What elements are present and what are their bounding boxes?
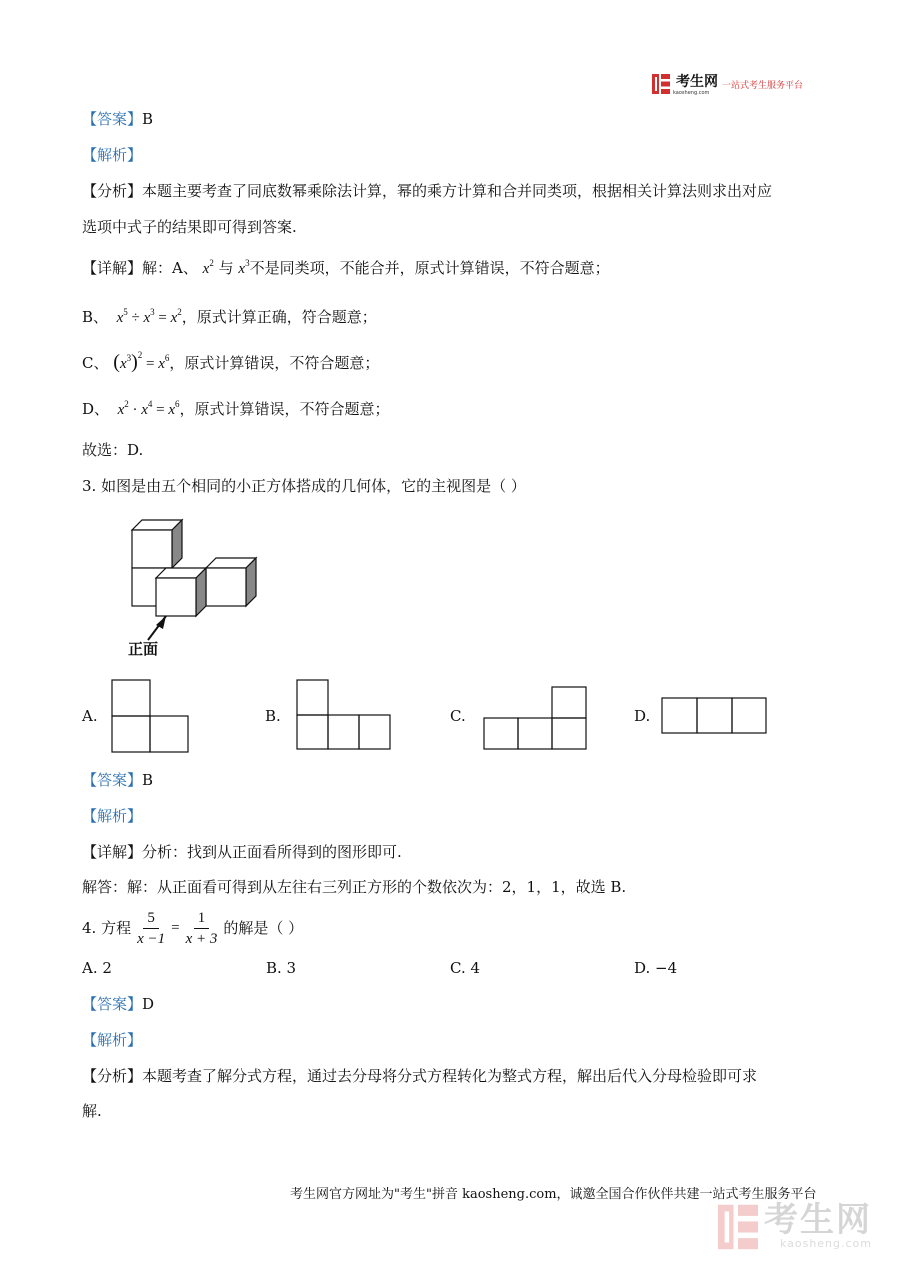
option-b-figure[interactable] xyxy=(295,678,393,752)
fenxi-text: 本题考查了解分式方程，通过去分母将分式方程转化为整式方程，解出后代入分母检验即可求 xyxy=(142,1067,758,1085)
q4-fenxi-line1 xyxy=(82,1066,757,1086)
b-prefix: B、 xyxy=(82,308,109,326)
watermark-text: 考生网 xyxy=(764,1200,872,1240)
q2-detail-c xyxy=(82,352,379,374)
math-x2: $x^2$ xyxy=(202,258,214,277)
kaosheng-logo-icon xyxy=(652,74,670,94)
frac1-den: x −1 xyxy=(137,930,166,947)
fenxi-tag: 【分析】 xyxy=(82,182,143,200)
header-logo xyxy=(652,72,803,96)
q2-detail-b xyxy=(82,307,377,328)
frac2-num: 1 xyxy=(194,908,210,929)
q4-stem-suffix: 的解是（ ） xyxy=(223,919,304,937)
frac2-den: x + 3 xyxy=(185,930,218,947)
q2-analysis-tag: 【解析】 xyxy=(82,146,143,164)
q4-fraction-left xyxy=(133,908,169,949)
math-b-expr: $x^5 \div x^3 = x^2$ xyxy=(112,307,182,326)
footer-text: 考生网官方网址为"考生"拼音 kaosheng.com，诚邀全国合作伙伴共建一站式考生服务平台 xyxy=(290,1187,817,1202)
c-prefix: C、 xyxy=(82,354,109,372)
b-suffix: ，原式计算正确，符合题意； xyxy=(181,308,377,326)
answer-value: B xyxy=(142,110,154,128)
answer-value: B xyxy=(142,771,154,789)
fenxi-text: 本题主要考查了同底数幂乘除法计算，幂的乘方计算和合并同类项，根据相关计算法则求出对应 xyxy=(142,182,773,200)
q2-detail-d xyxy=(82,399,390,420)
c-suffix: ，原式计算错误，不符合题意； xyxy=(169,354,380,372)
logo-text: 考生网 xyxy=(676,74,718,90)
q2-detail-a xyxy=(82,258,610,279)
math-c-expr: $(x^3)^2 = x^6$ xyxy=(113,350,170,373)
option-a-figure[interactable] xyxy=(110,678,192,754)
answer-tag: 【答案】 xyxy=(82,995,143,1013)
option-c-figure[interactable] xyxy=(482,685,590,753)
cube-figure xyxy=(120,512,270,662)
logo-slogan: 一站式考生服务平台 xyxy=(722,80,804,91)
q3-solution: 解答：解：从正面看可得到从左往右三列正方形的个数依次为：2，1，1，故选 B. xyxy=(82,878,627,896)
q3-option-c-label[interactable]: C. xyxy=(450,707,466,725)
q4-option-c[interactable]: C. 4 xyxy=(450,959,481,977)
q3-analysis-tag: 【解析】 xyxy=(82,807,143,825)
math-d-expr: $x^2 \cdot x^4 = x^6$ xyxy=(113,399,180,418)
d-prefix: D、 xyxy=(82,400,110,418)
frac1-num: 5 xyxy=(143,908,159,929)
detail-a-mid: 与 xyxy=(218,259,234,277)
detail-text: 分析：找到从正面看所得到的图形即可. xyxy=(142,843,402,861)
q4-stem-prefix: 4. 方程 xyxy=(82,919,132,937)
q4-fenxi-line2: 解. xyxy=(82,1102,102,1120)
q3-option-a-label[interactable]: A. xyxy=(82,707,98,725)
equals-sign: = xyxy=(171,920,180,936)
detail-a-suffix: 不是同类项，不能合并，原式计算错误，不符合题意； xyxy=(249,259,610,277)
logo-domain: kaosheng.com xyxy=(673,90,710,96)
q4-answer xyxy=(82,994,154,1014)
q4-option-d[interactable]: D. −4 xyxy=(634,959,678,977)
q2-fenxi-line2: 选项中式子的结果即可得到答案. xyxy=(82,218,297,236)
q4-option-b[interactable]: B. 3 xyxy=(266,959,297,977)
fenxi-tag: 【分析】 xyxy=(82,1067,143,1085)
answer-tag: 【答案】 xyxy=(82,771,143,789)
answer-tag: 【答案】 xyxy=(82,110,143,128)
q4-analysis-tag: 【解析】 xyxy=(82,1031,143,1049)
q4-fraction-right xyxy=(182,908,222,949)
q3-option-b-label[interactable]: B. xyxy=(265,707,281,725)
option-d-figure[interactable] xyxy=(660,696,770,736)
detail-a-prefix: 解：A、 xyxy=(142,259,198,277)
detail-tag: 【详解】 xyxy=(82,843,143,861)
d-suffix: ，原式计算错误，不符合题意； xyxy=(179,400,390,418)
q2-conclusion: 故选：D. xyxy=(82,441,144,459)
q3-stem: 3. 如图是由五个相同的小正方体搭成的几何体，它的主视图是（ ） xyxy=(82,477,526,495)
detail-tag: 【详解】 xyxy=(82,259,143,277)
math-x3: $x^3$ xyxy=(238,258,250,277)
front-label: 正面 xyxy=(128,640,159,658)
watermark-logo-icon xyxy=(718,1204,758,1250)
q2-answer xyxy=(82,109,153,129)
q3-answer xyxy=(82,770,153,790)
watermark-domain: kaosheng.com xyxy=(779,1237,872,1250)
q4-stem xyxy=(82,906,303,950)
answer-value: D xyxy=(142,995,155,1013)
q3-detail xyxy=(82,842,402,862)
q4-option-a[interactable]: A. 2 xyxy=(82,959,112,977)
watermark xyxy=(718,1200,872,1250)
q3-option-d-label[interactable]: D. xyxy=(634,707,651,725)
q2-fenxi-line1 xyxy=(82,181,772,201)
